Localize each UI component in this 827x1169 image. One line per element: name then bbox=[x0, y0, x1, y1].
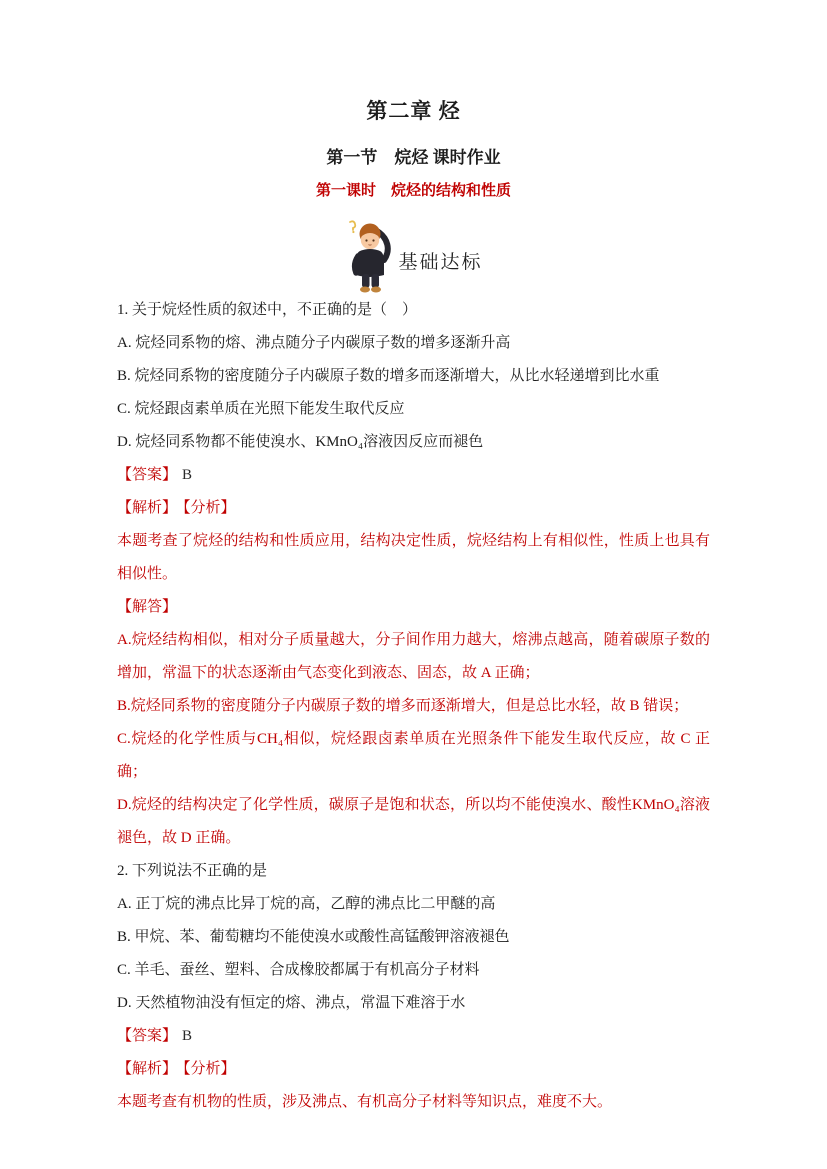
q2-option-b: B. 甲烷、苯、葡萄糖均不能使溴水或酸性高锰酸钾溶液褪色 bbox=[117, 929, 510, 945]
q1-fenxi-label: 【分析】 bbox=[183, 500, 236, 516]
worksheet-body bbox=[0, 294, 827, 1119]
q1-option-b: B. 烷烃同系物的密度随分子内碳原子数的增多而逐渐增大，从比水轻递增到比水重 bbox=[117, 368, 660, 384]
q2-answer-value: B bbox=[182, 1028, 193, 1044]
chapter-title: 第二章 烃 bbox=[366, 99, 461, 123]
q1-answer-label: 【答案】 bbox=[117, 467, 178, 483]
lesson-title: 第一课时 烷烃的结构和性质 bbox=[315, 183, 511, 199]
q1-stem: 1. 关于烷烃性质的叙述中，不正确的是（ ） bbox=[117, 302, 418, 318]
q1-explain-d: D.烷烃的结构决定了化学性质，碳原子是饱和状态，所以均不能使溴水、酸性KMnO₄溶液褪色，故 D 正确。 bbox=[117, 797, 710, 846]
section-title: 第一节 烷烃 课时作业 bbox=[326, 148, 501, 167]
q2-answer-label: 【答案】 bbox=[117, 1028, 178, 1044]
q1-option-a: A. 烷烃同系物的熔、沸点随分子内碳原子数的增多逐渐升高 bbox=[117, 335, 511, 351]
q1-jiexi-label: 【解析】 bbox=[117, 500, 178, 516]
q2-option-c: C. 羊毛、蚕丝、塑料、合成橡胶都属于有机高分子材料 bbox=[117, 962, 480, 978]
q2-jiexi-label: 【解析】 bbox=[117, 1061, 178, 1077]
badge-label: 基础达标 bbox=[398, 251, 483, 273]
q1-explain-a: A.烷烃结构相似，相对分子质量越大，分子间作用力越大，熔沸点越高，随着碳原子数的增加，常温下的状态逐渐由气态变化到液态、固态，故 A 正确； bbox=[117, 632, 710, 681]
q1-answer-line bbox=[117, 459, 710, 492]
thinking-student-icon bbox=[344, 218, 396, 294]
q1-explain-c: C.烷烃的化学性质与CH₄相似，烷烃跟卤素单质在光照条件下能发生取代反应，故 C 正确； bbox=[117, 731, 710, 780]
q1-analysis-text: 本题考查了烷烃的结构和性质应用，结构决定性质，烷烃结构上有相似性，性质上也具有相似性。 bbox=[117, 533, 710, 582]
q1-explain-b: B.烷烃同系物的密度随分子内碳原子数的增多而逐渐增大，但是总比水轻，故 B 错误； bbox=[117, 698, 689, 714]
q2-analysis-header bbox=[117, 1053, 710, 1086]
q2-analysis-text: 本题考查有机物的性质，涉及沸点、有机高分子材料等知识点，难度不大。 bbox=[117, 1094, 613, 1110]
q1-answer-value: B bbox=[182, 467, 193, 483]
q2-stem: 2. 下列说法不正确的是 bbox=[117, 863, 268, 879]
q2-option-d: D. 天然植物油没有恒定的熔、沸点，常温下难溶于水 bbox=[117, 995, 466, 1011]
basics-badge bbox=[0, 218, 827, 294]
q2-option-a: A. 正丁烷的沸点比异丁烷的高，乙醇的沸点比二甲醚的高 bbox=[117, 896, 496, 912]
q1-option-d: D. 烷烃同系物都不能使溴水、KMnO₄溶液因反应而褪色 bbox=[117, 434, 484, 450]
q1-option-c: C. 烷烃跟卤素单质在光照下能发生取代反应 bbox=[117, 401, 405, 417]
q1-jieda-label: 【解答】 bbox=[117, 599, 178, 615]
q2-fenxi-label: 【分析】 bbox=[183, 1061, 236, 1077]
q2-answer-line bbox=[117, 1020, 710, 1053]
q1-analysis-header bbox=[117, 492, 710, 525]
